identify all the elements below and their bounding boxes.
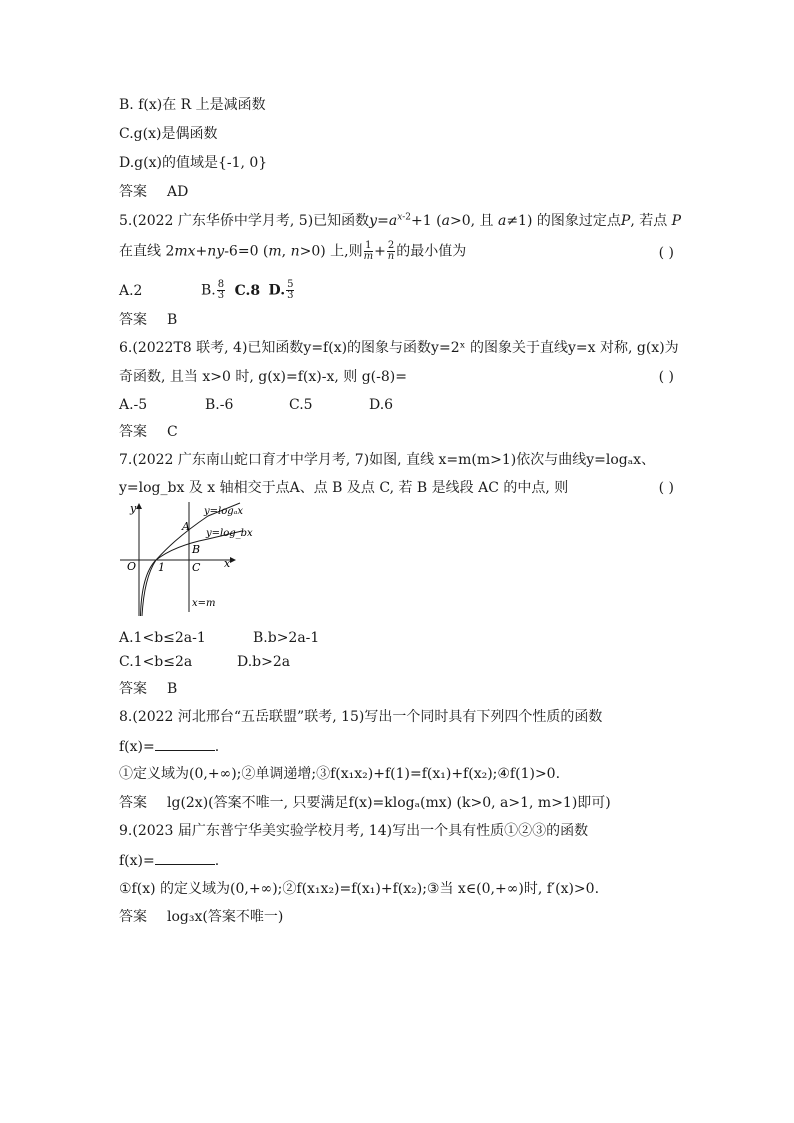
q6-source: (2022T8 联考, 4) <box>132 340 248 356</box>
q8-number: 8. <box>119 709 133 725</box>
label-y: y <box>130 502 137 515</box>
q8-line-2: f(x)= . <box>119 736 219 757</box>
q5-option-b-num: 8 <box>217 279 225 290</box>
q5-text: 若点 <box>639 213 668 229</box>
q7-answer-parens: ( ) <box>658 480 674 496</box>
q6-line-1 <box>119 338 679 358</box>
answer-label: 答案 <box>119 312 147 328</box>
q5-source: (2022 广东华侨中学月考, 5) <box>132 213 314 229</box>
answer-label: 答案 <box>119 424 147 440</box>
label-one: 1 <box>158 561 165 574</box>
q6-option-b: B.-6 <box>205 397 234 413</box>
q9-answer-blank <box>155 850 215 865</box>
q5-option-a: A.2 <box>119 282 143 299</box>
q6-option-d: D.6 <box>369 397 394 413</box>
q6-number: 6. <box>119 340 133 356</box>
q5-line-1: 5.(2022 广东华侨中学月考, 5)已知函数$y=a^{x-2}+1$ (a>0, 且 a≠1) 的图象过定点P, 若点 P <box>119 212 682 229</box>
q8-source: (2022 河北邢台“五岳联盟”联考, 15) <box>132 709 365 725</box>
q6-option-a: A.-5 <box>119 397 148 413</box>
q5-answer <box>119 310 177 330</box>
q6-answer <box>119 422 178 442</box>
q9-answer-value: log₃x(答案不唯一) <box>167 909 284 925</box>
q9-answer <box>119 907 283 927</box>
q7-answer-value: B <box>167 681 178 697</box>
label-x: x <box>224 557 231 570</box>
q8-answer <box>119 793 611 813</box>
q5-option-b <box>201 280 226 301</box>
q5-option-d <box>269 280 296 301</box>
q5-option-d-label: D. <box>268 282 286 299</box>
q9-number: 9. <box>119 823 133 839</box>
answer-label: 答案 <box>119 795 147 811</box>
q5-option-b-label: B. <box>201 282 216 299</box>
q5-text: 的最小值为 <box>396 243 467 260</box>
q5-text: 的图象过定点 <box>536 213 621 229</box>
q8-text-1: 写出一个同时具有下列四个性质的函数 <box>364 709 603 725</box>
q5-option-b-den: 3 <box>217 290 225 301</box>
q9-line-2: f(x)= . <box>119 850 219 871</box>
q7-option-d: D.b>2a <box>237 654 291 670</box>
q9-text-1: 写出一个具有性质①②③的函数 <box>392 823 589 839</box>
label-c: C <box>192 561 201 574</box>
q5-option-d-num: 5 <box>287 279 294 290</box>
fraction-2-over-n: $\frac{2}{n}$ <box>387 240 395 262</box>
q7-answer <box>119 679 177 699</box>
q6-text-1: 已知函数y=f(x)的图象与函数y=2ˣ 的图象关于直线y=x 对称, g(x)为 <box>247 340 679 356</box>
q5-text: 在直线 <box>119 243 161 260</box>
q6-options <box>119 395 393 415</box>
q5-text: 已知函数 <box>313 213 370 229</box>
q6-line-2: 奇函数, 且当 x>0 时, g(x)=f(x)-x, 则 g(-8)= <box>119 369 407 385</box>
q5-option-d-den: 3 <box>287 290 294 301</box>
q7-number: 7. <box>119 452 133 468</box>
q5-text: 上,则 <box>330 243 363 260</box>
q8-line-1 <box>119 707 602 727</box>
q7-options-row-2 <box>119 652 290 672</box>
q7-line-2: y=log_bx 及 x 轴相交于点A、点 B 及点 C, 若 B 是线段 AC 的中点, 则 <box>119 480 569 496</box>
q8-properties: ①定义域为(0,+∞);②单调递增;③f(x₁x₂)+f(1)=f(x₁)+f(x₂);④f(1)>0. <box>119 766 561 782</box>
q5-number: 5. <box>119 213 133 229</box>
q7-text-1: 如图, 直线 x=m(m>1)依次与曲线y=logₐx、 <box>369 452 656 468</box>
q6-answer-value: C <box>167 424 178 440</box>
q6-answer-parens: ( ) <box>658 369 674 385</box>
curve-a-label: y=logₐx <box>204 506 244 517</box>
curve-b-label: y=log_bx <box>206 528 253 539</box>
x-axis-arrow-icon <box>230 557 236 563</box>
q5-line-2: 在直线 2mx+ny-6=0 (m, n>0) 上,则 $\frac{1}{m}$ + $\frac{2}{n}$ 的最小值为 <box>119 240 467 262</box>
q5-option-c: C.8 <box>234 282 261 299</box>
q4-option-c: C.g(x)是偶函数 <box>119 126 218 142</box>
q7-source: (2022 广东南山蛇口育才中学月考, 7) <box>132 452 370 468</box>
q9-properties: ①f(x) 的定义域为(0,+∞);②f(x₁x₂)=f(x₁)+f(x₂);③当 x∈(0,+∞)时, f′(x)>0. <box>119 881 600 897</box>
q4-option-d: D.g(x)的值域是{-1, 0} <box>119 155 268 171</box>
q7-option-c: C.1<b≤2a <box>119 654 193 670</box>
q4-answer-value: AD <box>167 184 189 200</box>
q7-option-b: B.b>2a-1 <box>253 630 320 646</box>
fraction-1-over-m: $\frac{1}{m}$ <box>363 240 374 262</box>
label-b: B <box>192 543 201 556</box>
q4-option-b: B. f(x)在 R 上是减函数 <box>119 97 266 113</box>
q8-answer-blank <box>155 736 215 751</box>
label-a: A <box>182 520 190 533</box>
q8-fx: f(x)= <box>119 739 155 755</box>
label-origin: O <box>127 560 137 573</box>
answer-label: 答案 <box>119 184 147 200</box>
q5-answer-value: B <box>167 312 178 328</box>
q5-options <box>119 280 295 301</box>
q7-options-row-1 <box>119 628 319 648</box>
q4-answer <box>119 182 188 202</box>
y-axis-arrow-icon <box>136 503 142 509</box>
answer-label: 答案 <box>119 681 147 697</box>
q9-line-1 <box>119 821 588 841</box>
q9-source: (2023 届广东普宁华美实验学校月考, 14) <box>132 823 393 839</box>
q7-option-a: A.1<b≤2a-1 <box>119 630 206 646</box>
q5-answer-parens: ( ) <box>658 245 674 261</box>
q9-fx: f(x)= <box>119 853 155 869</box>
q7-line-1 <box>119 450 655 470</box>
answer-label: 答案 <box>119 909 147 925</box>
line-m-label: x=m <box>192 598 216 609</box>
q7-log-graph <box>118 500 258 620</box>
q6-option-c: C.5 <box>289 397 313 413</box>
q8-answer-value: lg(2x)(答案不唯一, 只要满足f(x)=klogₐ(mx) (k>0, a>1, m>1)即可) <box>167 795 611 811</box>
